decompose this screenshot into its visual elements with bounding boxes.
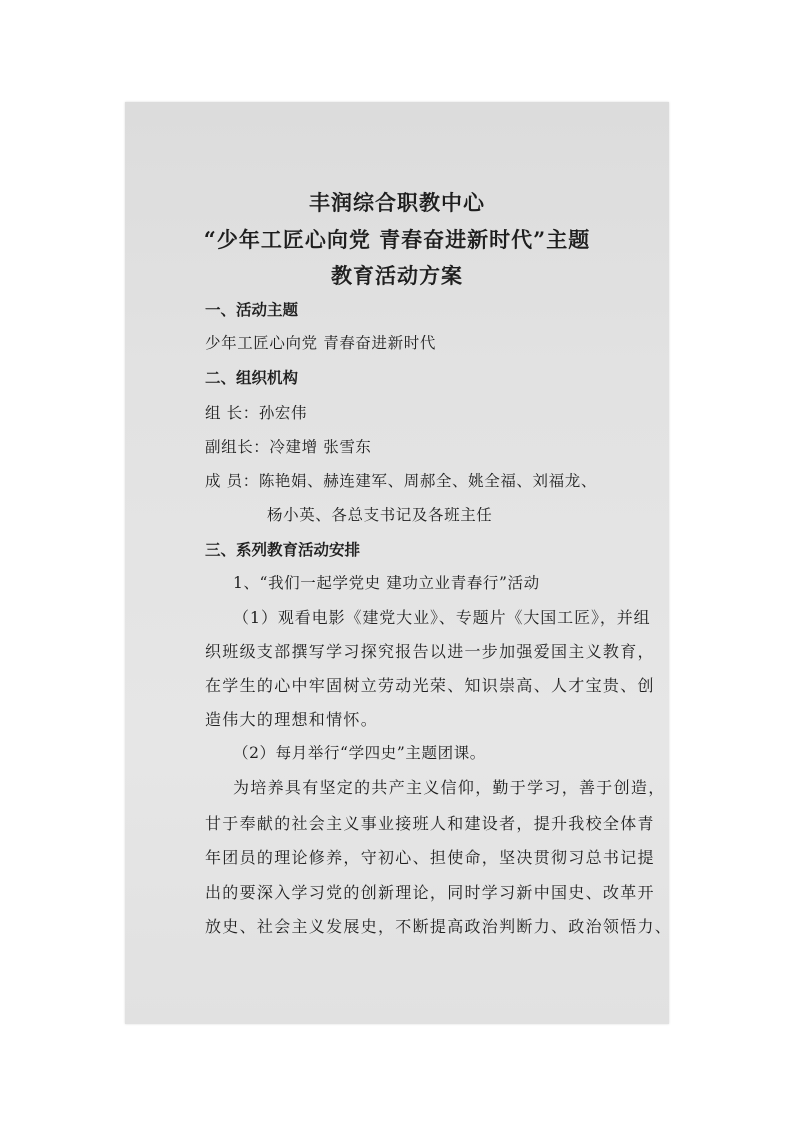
group-leader: 组 长：孙宏伟 <box>205 404 308 422</box>
activity-1-1-line-4: 造伟大的理想和情怀。 <box>205 710 379 729</box>
section-1-heading: 一、活动主题 <box>205 301 299 319</box>
paragraph-line-1: 为培养具有坚定的共产主义信仰，勤于学习，善于创造， <box>233 778 666 797</box>
title-line-1: 丰润综合职教中心 <box>309 190 485 215</box>
section-2-heading: 二、组织机构 <box>205 369 299 387</box>
activity-1-1-line-1: （1）观看电影《建党大业》、专题片《大国工匠》，并组 <box>233 608 651 627</box>
members-line-1: 成 员：陈艳娟、赫连建军、周郝全、姚全福、刘福龙、 <box>205 472 597 490</box>
deputy-leaders: 副组长：冷建增 张雪东 <box>205 438 372 456</box>
activity-1-1-line-2: 织班级支部撰写学习探究报告以进一步加强爱国主义教育， <box>205 642 655 661</box>
paragraph-line-3: 年团员的理论修养，守初心、担使命，坚决贯彻习总书记提 <box>205 848 655 867</box>
title-line-2: “少年工匠心向党 青春奋进新时代”主题 <box>203 227 591 252</box>
document-page <box>125 102 673 1024</box>
activity-1-2: （2）每月举行“学四史”主题团课。 <box>233 744 486 762</box>
section-3-heading: 三、系列教育活动安排 <box>205 541 361 559</box>
members-line-2: 杨小英、各总支书记及各班主任 <box>267 506 493 524</box>
paragraph-line-2: 甘于奉献的社会主义事业接班人和建设者，提升我校全体青 <box>205 814 655 833</box>
paragraph-line-4: 出的要深入学习党的创新理论，同时学习新中国史、改革开 <box>205 883 655 902</box>
activity-1-title: 1、“我们一起学党史 建功立业青春行”活动 <box>233 574 540 592</box>
activity-theme: 少年工匠心向党 青春奋进新时代 <box>205 334 436 352</box>
title-line-3: 教育活动方案 <box>331 263 463 288</box>
paragraph-line-5: 放史、社会主义发展史，不断提高政治判断力、政治领悟力、 <box>205 917 673 936</box>
activity-1-1-line-3: 在学生的心中牢固树立劳动光荣、知识崇高、人才宝贵、创 <box>205 676 655 695</box>
